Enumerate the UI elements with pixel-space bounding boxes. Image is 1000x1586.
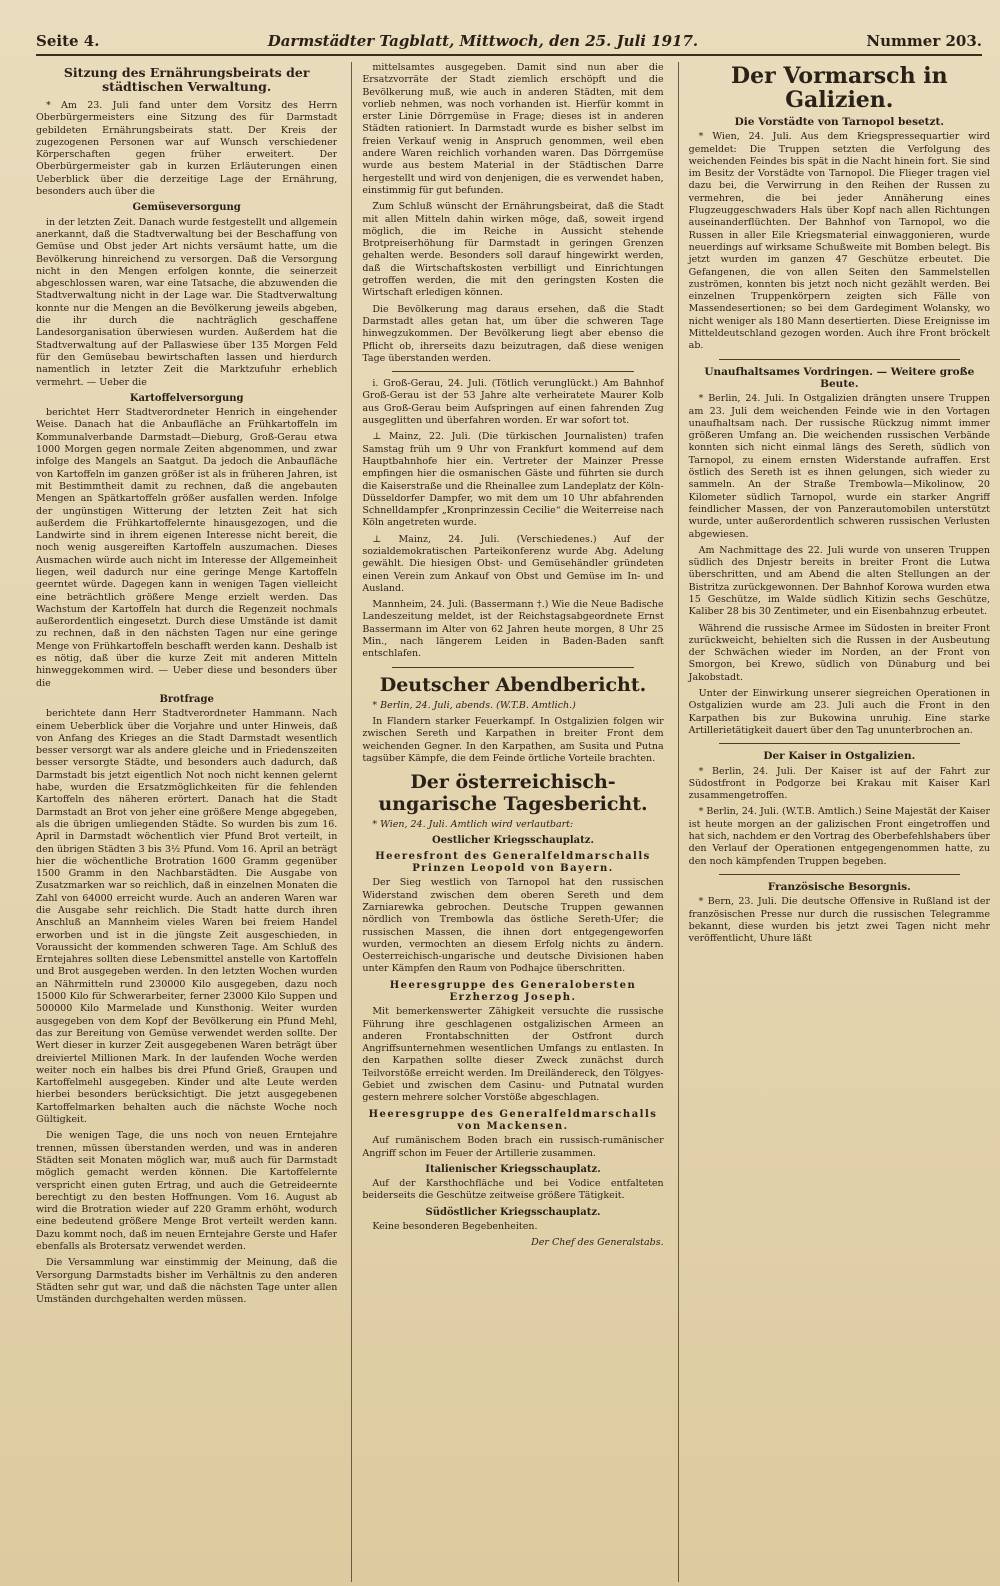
paragraph: Mit bemerkenswerter Zähigkeit versuchte die russische Führung ihre geschlagenen ostgalizischen Armeen an anderen Frontabschnitten der Ostfront durch Angriffsunternehmen wesentlichen Umfangs zu entlasten. In den Karpathen sollte dieser Zweck zunächst durch Teilvorstöße erreicht werden. Im Dreiländereck, den Tölgyes-Gebiet und zwischen dem Casinu- und Putnatal wurden gestern mehrere solcher Vorstöße abgeschlagen. xyxy=(362,1006,664,1104)
subheading: Heeresgruppe des Generalobersten Erzherzog Joseph. xyxy=(389,979,637,1003)
kaiser-article-title: Der Kaiser in Ostgalizien. xyxy=(763,750,916,763)
subheading: Südöstlicher Kriegsschauplatz. xyxy=(425,1206,601,1218)
column-middle xyxy=(351,62,663,1582)
subheading: Gemüseversorgung xyxy=(132,202,241,214)
subheading: Heeresfront des Generalfeldmarschalls Prinzen Leopold von Bayern. xyxy=(375,850,651,875)
subheading: Unaufhaltsames Vordringen. — Weitere große Beute. xyxy=(704,365,975,390)
paragraph: Die Bevölkerung mag daraus ersehen, daß die Stadt Darmstadt alles getan hat, um über die schweren Tage hinwegzukommen. Der Bevölkerung liegt aber ebenso die Pflicht ob, ihrerseits dazu beizutragen, daß diese wenigen Tage überstanden werden. xyxy=(362,303,664,364)
paragraph: Auf der Karsthochfläche und bei Vodice entfalteten beiderseits die Geschütze zeitweise größere Tätigkeit. xyxy=(362,1178,664,1202)
dateline: * Berlin, 24. Juli, abends. (W.T.B. Amtlich.) xyxy=(372,699,576,711)
paragraph: In Flandern starker Feuerkampf. In Ostgalizien folgen wir zwischen Sereth und Karpathen in breiter Front dem weichenden Gegner. In den Karpathen, am Susita und Putna tagsüber Kämpfe, die dem Feinde örtliche Vorteile brachten. xyxy=(362,715,664,764)
news-item: Mannheim, 24. Juli. (Bassermann †.) Wie die Neue Badische Landeszeitung meldet, ist der Reichstagsabgeordnete Ernst Bassermann im Alter von 62 Jahren heute morgen, 8 Uhr 25 Min., nach längerem Leiden in Baden-Baden sanft entschlafen. xyxy=(362,599,664,660)
paragraph: * Wien, 24. Juli. Aus dem Kriegspressequartier wird gemeldet: Die Truppen setzten die Verfolgung des weichenden Feindes bis spät in die Nacht hinein fort. Sie sind im Besitz der Vorstädte von Tarnopol. Die Flieger tragen viel dazu bei, die Verwirrung in den Reihen der Russen zu vermehren, die bei jeder Annäherung eines Flugzeuggeschwaders Hals über Kopf nach allen Richtungen auseinanderflüchten. Der Bahnhof von Tarnopol, wo die Russen in aller Eile Kriegsmaterial einwaggonieren, wurde neuerdings auf wirksame Schußweite mit Bomben belegt. Bis jetzt wurden im ganzen 47 Geschütze erbeutet. Die Gefangenen, die von allen Seiten den Sammelstellen zuströmen, konnten bis jetzt noch nicht gezählt werden. Bei einzelnen Truppenkörpern zeigten sich Fälle von Massendesertionen; so bei dem Gardegiment Wolansky, wo nicht weniger als 180 Mann desertierten. Diese Ereignisse im Mitteldeutschland gezogen worden. Auch ihre Front bröckelt ab. xyxy=(688,131,990,352)
paragraph: in der letzten Zeit. Danach wurde festgestellt und allgemein anerkannt, daß die Stadtverwaltung bei der Beschaffung von Gemüse und Obst jeder Art nichts versäumt hatte, um die Bevölkerung hinreichend zu versorgen. Daß die Versorgung nicht in den Mengen erfolgen konnte, die seinerzeit abgeschlossen waren, war eine Tatsache, die abzuwenden die Stadtverwaltung nicht in der Lage war. Die Stadtverwaltung konnte nur die Mengen an die Bevölkerung jeweils abgeben, die ihr durch die nachträglich geschaffene Landesorganisation überwiesen wurden. Außerdem hat die Stadtverwaltung auf der Pallaswiese über 135 Morgen Feld für den Gemüsebau bewirtschaften lassen und hierdurch namentlich in letzter Zeit die Marktzufuhr erheblich vermehrt. — Ueber die xyxy=(36,216,338,388)
column-right xyxy=(678,62,990,1582)
subheading: Heeresgruppe des Generalfeldmarschalls von Mackensen. xyxy=(368,1108,658,1132)
paragraph: Auf rumänischem Boden brach ein russisch-rumänischer Angriff schon im Feuer der Artillerie zusammen. xyxy=(362,1135,664,1159)
page-number: Seite 4. xyxy=(36,32,100,50)
news-item: ⊥ Mainz, 22. Juli. (Die türkischen Journalisten) trafen Samstag früh um 9 Uhr von Frankfurt kommend auf dem Hauptbahnhofe hier ein. Vertreter der Mainzer Presse empfingen hier die osmanischen Gäste und führten sie durch die Kaiserstraße und die Rheinallee zum Landeplatz der Köln-Düsseldorfer Dampfer, wo mit dem um 10 Uhr abfahrenden Schnelldampfer „Kronprinzessin Cecilie“ die Weiterreise nach Köln angetreten wurde. xyxy=(362,431,664,529)
column-left xyxy=(36,62,337,1582)
paragraph: Unter der Einwirkung unserer siegreichen Operationen in Ostgalizien wurde am 23. Juli auch die Front in den Karpathen bis zur Bukowina unruhig. Eine starke Artillerietätigkeit dauert über den Tag ununterbrochen an. xyxy=(688,688,990,736)
paragraph: Am Nachmittage des 22. Juli wurde von unseren Truppen südlich des Dnjestr bereits in breiter Front die Lutwa überschritten, und am Abend die alten Stellungen an der Bistritza zurückgewonnen. Der Bahnhof Korowa wurden etwa 15 Geschütze, im Walde südlich Kitizin sechs Geschütze, Kaliber 28 bis 30 Zentimeter, und ein Eisenbahnzug erbeutet. xyxy=(688,544,990,618)
paragraph: Während die russische Armee im Südosten in breiter Front zurückweicht, behielten sich die Russen in der Ausbeutung der Schwächen wieder im Norden, an der Front von Smorgon, bei Krewo, südlich von Dünaburg und bei Jakobstadt. xyxy=(688,622,990,683)
divider xyxy=(719,743,960,744)
issue-number: Nummer 203. xyxy=(866,32,982,50)
divider xyxy=(392,371,633,372)
evening-report-title: Deutscher Abendbericht. xyxy=(379,673,647,696)
article-title-ernaehrungsbeirat: Sitzung des Ernährungsbeirats der städtischen Verwaltung. xyxy=(63,65,310,94)
paragraph: * Am 23. Juli fand unter dem Vorsitz des Herrn Oberbürgermeisters eine Sitzung des für Darmstadt gebildeten Ernährungsbeirats statt. Der Kreis der zugezogenen Personen war auf Wunsch verschiedener Körperschaften gegen früher erweitert. Der Oberbürgermeister gab in kurzen Erläuterungen einen Ueberblick über die derzeitige Lage der Ernährung, besonders auch über die xyxy=(36,100,338,198)
subheading: Kartoffelversorgung xyxy=(129,392,244,404)
subheading: Italienischer Kriegsschauplatz. xyxy=(425,1163,601,1175)
divider xyxy=(719,359,960,360)
signature: Der Chef des Generalstabs. xyxy=(531,1237,664,1249)
news-item: i. Groß-Gerau, 24. Juli. (Tötlich verunglückt.) Am Bahnhof Groß-Gerau ist der 53 Jahre alte verheiratete Maurer Kolb aus Groß-Gerau beim Aufspringen auf einen fahrenden Zug ausgeglitten und überfahren worden. Er war sofort tot. xyxy=(362,378,664,427)
paragraph: * Berlin, 24. Juli. (W.T.B. Amtlich.) Seine Majestät der Kaiser ist heute morgen an der galizischen Front eingetroffen und hat sich, nachdem er den Vortrag des Oberbefehlshabers über den Verlauf der Operationen entgegengenommen hatte, zu den noch kämpfenden Truppen begeben. xyxy=(688,806,990,867)
article-columns xyxy=(36,62,990,1582)
page-header xyxy=(36,32,982,56)
paragraph: berichtete dann Herr Stadtverordneter Hammann. Nach einem Ueberblick über die Vorjahre und unter Hinweis, daß von Anfang des Krieges an die Stadt Darmstadt wesentlich besser versorgt war als andere gleiche und in Friedenszeiten besser versorgte Städte, und besonders auch dadurch, daß Darmstadt bis jetzt eigentlich Not noch nicht kennen gelernt habe, wurden die Ersatzmöglichkeiten für die fehlenden Kartoffeln des näheren erörtert. Danach hat die Stadt Darmstadt an Brot von jeher eine größere Menge abgegeben, als die übrigen umliegenden Städte. So wurden bis zum 16. April in Darmstadt wöchentlich vier Pfund Brot verteilt, in den übrigen Städten 3 bis 3½ Pfund. Vom 16. April an beträgt hier die wöchentliche Brotration 1600 Gramm gegenüber 1500 Gramm in den Nachbarstädten. Die Ausgabe von Zusatzmarken war so reichlich, daß in einzelnen Monaten die Zahl von 64000 erreicht wurde. Auch an anderen Waren war die Ausgabe sehr reichlich. Die Stadt hatte durch ihren Anschluß an Mannheim vieles Waren bei freiem Handel erworben und ist in die jüngste Zeit ausgeschieden, in Voraussicht der kommenden schweren Tage. Am Schluß des Erntejahres sollten diese Lebensmittel anstelle von Kartoffeln und Brot ausgegeben werden. In den letzten Wochen wurden an Nährmitteln rund 230000 Kilo ausgegeben, dazu noch 15000 Kilo für Schwerarbeiter, ferner 23000 Kilo Suppen und 500000 Kilo Marmelade und Kunsthonig. Weiter wurden ausgegeben von dem Kopf der Bevölkerung ein Pfund Mehl, das zur Bereitung von Gemüse verwendet werden sollte. Der Wert dieser in kurzer Zeit ausgegebenen Waren beträgt über dreiviertel Millionen Mark. In der laufenden Woche werden weiter noch ein halbes bis drei Pfund Grieß, Graupen und Kartoffelmehl ausgegeben. Kinder und alte Leute werden hierbei besonders berücksichtigt. Die jetzt ausgegebenen Kartoffelmarken behalten auch die nächste Woche noch Gültigkeit. xyxy=(36,708,338,1126)
paragraph: berichtet Herr Stadtverordneter Henrich in eingehender Weise. Danach hat die Anbaufläche an Frühkartoffeln im Kommunalverbande Darmstadt—Dieburg, Groß-Gerau etwa 1000 Morgen gegen normale Zeiten abgenommen, und zwar infolge des Mangels an Saatgut. Da jedoch die Anbaufläche von Kartoffeln im ganzen größer ist als in früheren Jahren, ist mit Bestimmtheit damit zu rechnen, daß die angebauten Mengen an Spätkartoffeln größer ausfallen werden. Infolge der ungünstigen Witterung der letzten Zeit hat sich außerdem die Frühkartoffelernte hinausgezogen, und die Landwirte sind in ihrem eigenen Interesse nicht bereit, die noch wenig ausgereiften Kartoffeln auszumachen. Dieses Ausmachen würde auch nicht im Interesse der Allgemeinheit liegen, weil dadurch nur eine geringe Menge Kartoffeln geerntet würde. Dagegen kann in wenigen Tagen vielleicht eine beträchtlich größere Menge erzielt werden. Das Wachstum der Kartoffeln hat durch die Regenzeit nochmals außerordentlich eingesetzt. Durch diese Umstände ist damit zu rechnen, daß in den nächsten Tagen nur eine geringe Menge von Frühkartoffeln beschafft werden kann. Deshalb ist es nötig, daß über die kurze Zeit mit anderen Mitteln hinweggekommen wird. — Ueber diese und besonders über die xyxy=(36,407,338,689)
paragraph: Die Versammlung war einstimmig der Meinung, daß die Versorgung Darmstadts bisher im Verhältnis zu den anderen Städten sehr gut war, und daß die nächsten Tage unter allen Umständen durchgehalten werden müssen. xyxy=(36,1257,338,1306)
newspaper-title-line: Darmstädter Tagblatt, Mittwoch, den 25. Juli 1917. xyxy=(267,32,699,50)
paragraph: * Bern, 23. Juli. Die deutsche Offensive in Rußland ist der französischen Presse nur durch die russischen Telegramme bekannt, diese wurden bis jetzt zwei Tagen nicht mehr veröffentlicht, Uhure läßt xyxy=(688,896,990,945)
paragraph: * Berlin, 24. Juli. In Ostgalizien drängten unsere Truppen am 23. Juli dem weichenden Feinde wie in den Vortagen unaufhaltsam nach. Der russische Rückzug nimmt immer größeren Umfang an. Die weichenden russischen Verbände konnten sich nicht einmal längs des Sereth, südlich von Tarnopol, zu einem ernsten Widerstande aufraffen. Erst östlich des Sereth ist es ihnen gelungen, sich wieder zu sammeln. An der Straße Trembowla—Mikolinow, 20 Kilometer südlich Tarnopol, wurde ein starker Angriff feindlicher Massen, der von Panzerautomobilen unterstützt wurde, unter außerordentlich schweren russischen Verlusten abgewiesen. xyxy=(688,393,990,540)
paragraph: Zum Schluß wünscht der Ernährungsbeirat, daß die Stadt mit allen Mitteln dahin wirken möge, daß, soweit irgend möglich, die im Reiche in Aussicht stehende Brotpreiserhöhung für Darmstadt in geringen Grenzen gehalten werde. Besonders soll darauf hingewirkt werden, daß die Wirtschaftskosten verbilligt und Einrichtungen getroffen werden, die mit den geringsten Kosten die Wirtschaft erledigen können. xyxy=(362,201,664,299)
paragraph: mittelsamtes ausgegeben. Damit sind nun aber die Ersatzvorräte der Stadt ziemlich erschöpft und die Bevölkerung muß, wie auch in anderen Städten, mit dem vorlieb nehmen, was noch vorhanden ist. Hierfür kommt in erster Linie Dörrgemüse in Frage; dieses ist in anderen Städten rationiert. In Darmstadt wurde es bisher selbst im freien Verkauf wenig in Anspruch genommen, weil eben andere Waren reichlich vorhanden waren. Das Dörrgemüse wurde aus bestem Material in der Städtischen Darre hergestellt und wird von denjenigen, die es verwendet haben, einstimmig für gut befunden. xyxy=(362,62,664,196)
french-article-title: Französische Besorgnis. xyxy=(767,880,911,893)
dateline: * Wien, 24. Juli. Amtlich wird verlautbart: xyxy=(372,819,574,831)
subheading: Brotfrage xyxy=(159,693,214,705)
divider xyxy=(719,874,960,875)
divider xyxy=(392,667,633,668)
galicia-article-title: Der Vormarsch in Galizien. xyxy=(731,63,948,113)
news-item: ⊥ Mainz, 24. Juli. (Verschiedenes.) Auf der sozialdemokratischen Parteikonferenz wurde Abg. Adelung gewählt. Die hiesigen Obst- und Gemüsehändler gründeten einen Verein zum Ankauf von Obst und Gemüse im In- und Ausland. xyxy=(362,533,664,594)
subheading: Oestlicher Kriegsschauplatz. xyxy=(432,835,594,847)
paragraph: Keine besonderen Begebenheiten. xyxy=(372,1221,538,1233)
austrian-report-title: Der österreichisch-ungarische Tagesbericht. xyxy=(378,771,648,816)
subheading: Die Vorstädte von Tarnopol besetzt. xyxy=(734,116,944,128)
paragraph: Die wenigen Tage, die uns noch von neuen Erntejahre trennen, müssen überstanden werden, und was in anderen Städten seit Monaten möglich war, muß auch für Darmstadt möglich gemacht werden können. Die Kartoffelernte verspricht einen guten Ertrag, und auch die Getreideernte berechtigt zu den besten Hoffnungen. Vom 16. August ab wird die Brotration wieder auf 220 Gramm erhöht, wodurch eine bedeutend größere Menge Brot verteilt werden kann. Dazu kommt noch, daß im neuen Erntejahre Gerste und Hafer ebenfalls als Brotersatz verwendet werden. xyxy=(36,1130,338,1253)
paragraph: * Berlin, 24. Juli. Der Kaiser ist auf der Fahrt zur Südostfront in Podgorze bei Krakau mit Kaiser Karl zusammengetroffen. xyxy=(688,765,990,802)
paragraph: Der Sieg westlich von Tarnopol hat den russischen Widerstand zwischen dem oberen Sereth und dem Zarniarewka gebrochen. Deutsche Truppen gewannen nördlich von Trembowla das östliche Sereth-Ufer; die russischen Massen, die ihnen dort entgegengeworfen wurden, vermochten an diesem Erfolg nichts zu ändern. Oesterreichisch-ungarische und deutsche Divisionen haben unter Kämpfen den Raum von Podhajce überschritten. xyxy=(362,877,664,975)
